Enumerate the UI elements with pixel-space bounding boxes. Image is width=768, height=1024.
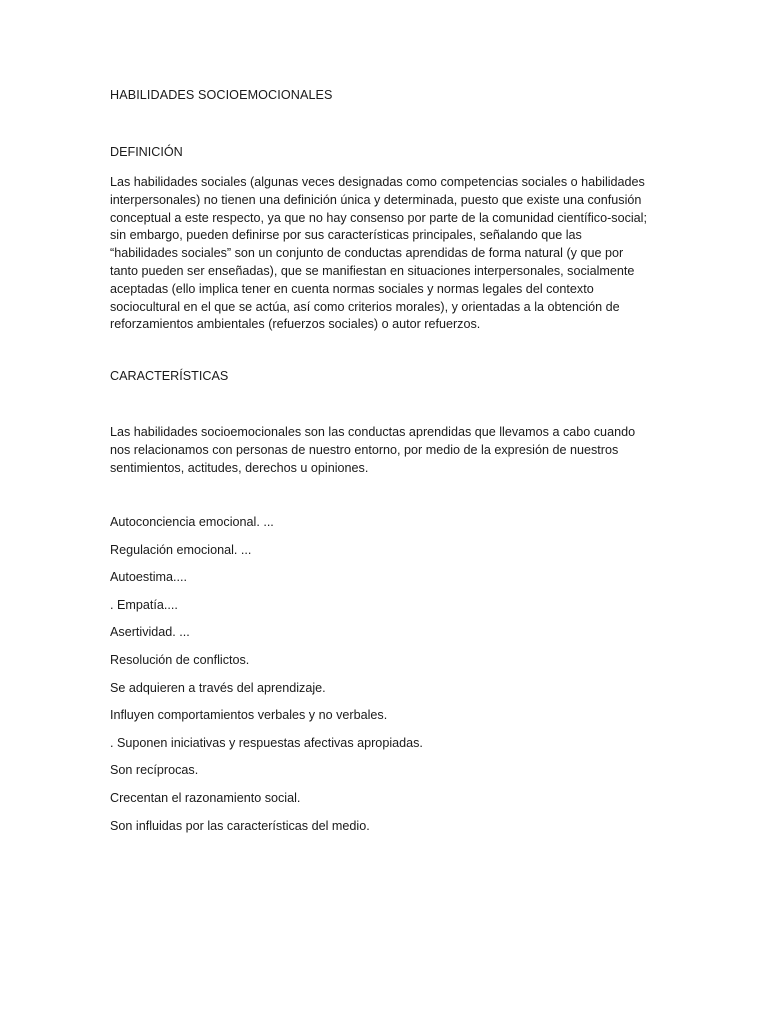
list-item: Se adquieren a través del aprendizaje. xyxy=(110,680,326,695)
list-item: Influyen comportamientos verbales y no verbales. xyxy=(110,708,388,723)
list-item: Son influidas por las características del medio. xyxy=(110,818,370,833)
list-item: . Suponen iniciativas y respuestas afectivas apropiadas. xyxy=(110,735,423,750)
list-item: Regulación emocional. ... xyxy=(110,542,252,557)
list-item: Son recíprocas. xyxy=(110,763,199,778)
characteristics-paragraph: Las habilidades socioemocionales son las conductas aprendidas que llevamos a cabo cuando nos relacionamos con personas de nuestro entorno, por medio de la expresión de nuestros sentimientos, actitudes, derechos u opiniones. xyxy=(110,425,636,475)
definition-paragraph: Las habilidades sociales (algunas veces designadas como competencias sociales o habilidades interpersonales) no tienen una definición única y determinada, puesto que existe una confusión conceptual a este respecto, ya que no hay consenso por parte de la comunidad científico-social; sin embargo, pueden definirse por sus características principales, señalando que las “habilidades sociales” son un conjunto de conductas aprendidas de forma natural (y que por tanto pueden ser enseñadas), que se manifiestan en situaciones interpersonales, socialmente aceptadas (ello implica tener en cuenta normas sociales y normas legales del contexto sociocultural en el que se actúa, así como criterios morales), y orientadas a la obtención de reforzamientos ambientales (refuerzos sociales) o autor refuerzos. xyxy=(110,175,647,332)
list-item: Crecentan el razonamiento social. xyxy=(110,790,301,805)
characteristics-list xyxy=(110,514,423,845)
definition-heading: DEFINICIÓN xyxy=(110,145,183,159)
document-title: HABILIDADES SOCIOEMOCIONALES xyxy=(110,88,333,102)
list-item: . Empatía.... xyxy=(110,597,178,612)
list-item: Resolución de conflictos. xyxy=(110,652,250,667)
characteristics-heading: CARACTERÍSTICAS xyxy=(110,369,229,383)
list-item: Asertividad. ... xyxy=(110,625,190,640)
list-item: Autoconciencia emocional. ... xyxy=(110,515,274,529)
list-item: Autoestima.... xyxy=(110,570,187,585)
